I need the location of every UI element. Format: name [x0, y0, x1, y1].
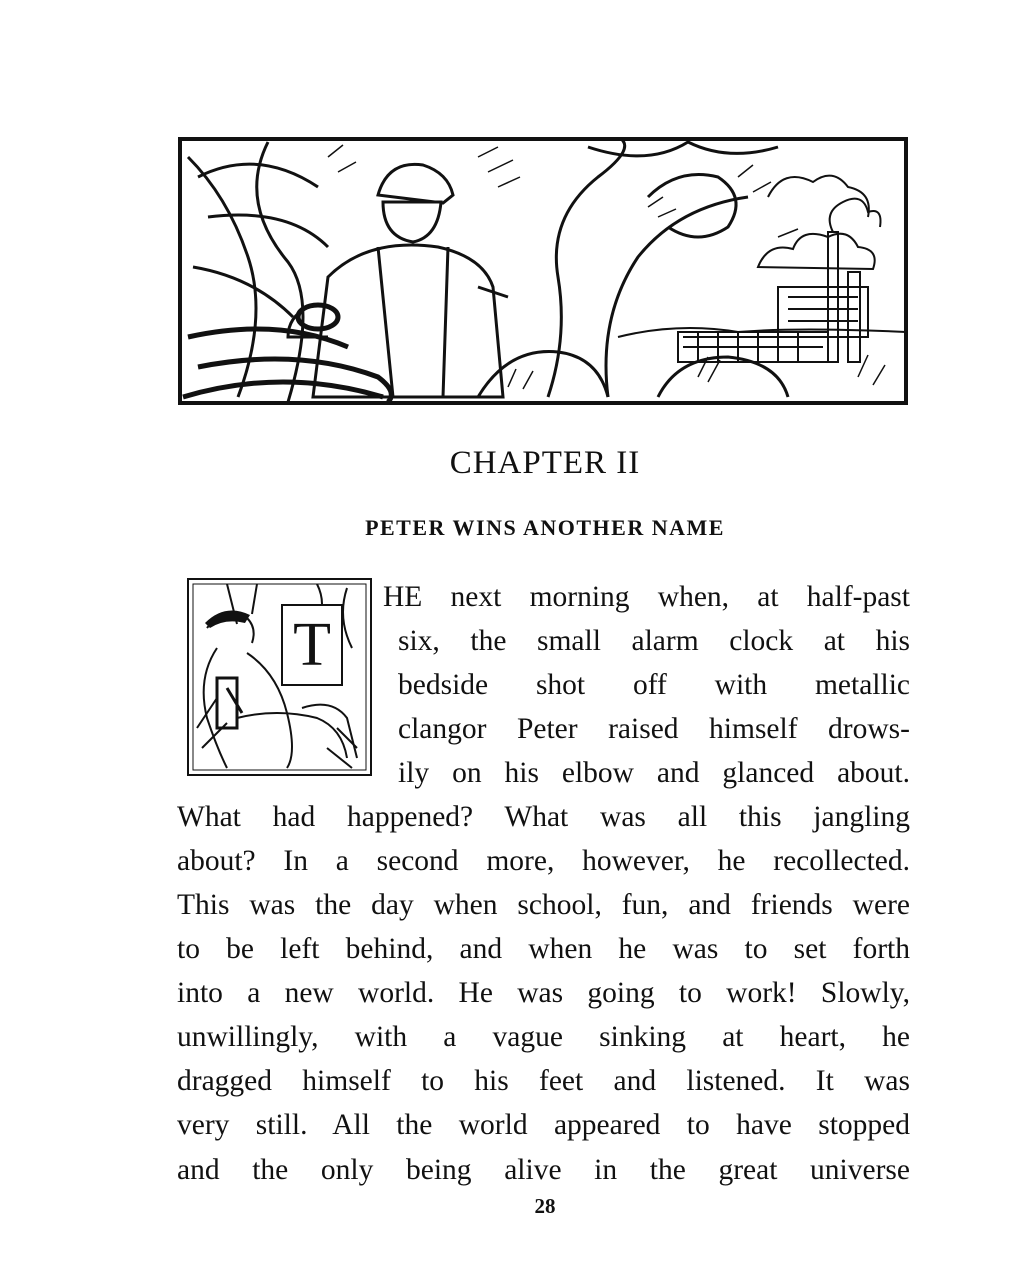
text-line: into a new world. He was going to work! Slowly, — [177, 977, 910, 1009]
drop-cap-letter: T — [281, 604, 343, 686]
text-line: six, the small alarm clock at his — [398, 625, 910, 657]
headpiece-illustration — [178, 137, 908, 405]
text-line: This was the day when school, fun, and friends were — [177, 889, 910, 921]
text-line: What had happened? What was all this jangling — [177, 801, 910, 833]
drop-cap-illustration — [187, 578, 372, 776]
text-line: about? In a second more, however, he recollected. — [177, 845, 910, 877]
chapter-subtitle: PETER WINS ANOTHER NAME — [365, 515, 725, 540]
chapter-title: CHAPTER II — [449, 445, 641, 481]
page-number: 28 — [534, 1194, 556, 1218]
text-line: and the only being alive in the great universe — [177, 1154, 910, 1186]
text-line: very still. All the world appeared to have stopped — [177, 1109, 910, 1141]
text-line: dragged himself to his feet and listened. It was — [177, 1065, 910, 1097]
text-line: clangor Peter raised himself drows- — [398, 713, 910, 745]
text-line: to be left behind, and when he was to set forth — [177, 933, 910, 965]
text-line: ily on his elbow and glanced about. — [398, 757, 910, 789]
text-line: bedside shot off with metallic — [398, 669, 910, 701]
text-line: unwillingly, with a vague sinking at heart, he — [177, 1021, 910, 1053]
text-line: HE next morning when, at half-past — [383, 581, 910, 613]
